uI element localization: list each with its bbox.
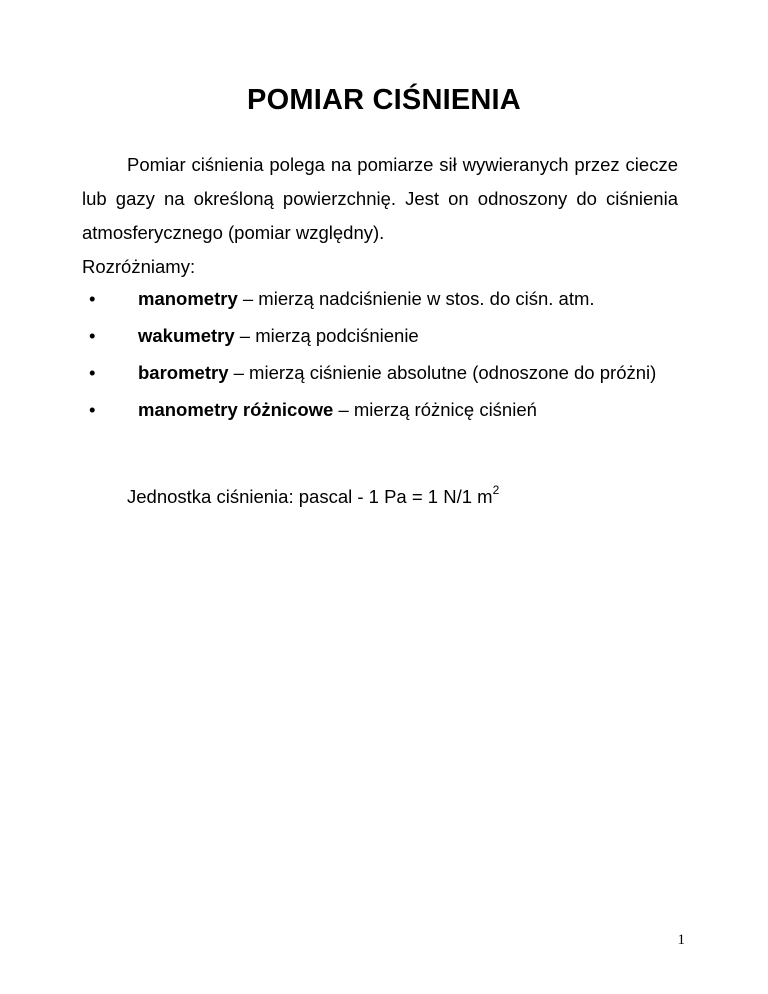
page-number: 1 <box>677 932 685 948</box>
list-item <box>82 319 678 353</box>
page-title: POMIAR CIŚNIENIA <box>247 84 521 116</box>
bullet-icon: • <box>89 362 96 383</box>
list-item-term: manometry różnicowe <box>138 399 334 420</box>
bullet-icon: • <box>89 399 96 420</box>
bullet-icon: • <box>89 325 96 346</box>
list-item <box>82 282 678 316</box>
unit-text: Jednostka ciśnienia: pascal - 1 Pa = 1 N/1 m <box>127 486 493 507</box>
intro-paragraph: Pomiar ciśnienia polega na pomiarze sił wywieranych przez ciecze lub gazy na określoną powierzchnię. Jest on odnoszony do ciśnienia atmosferycznego (pomiar względny). <box>82 154 678 243</box>
list-item-description: – mierzą podciśnienie <box>234 325 419 346</box>
unit-definition <box>82 480 723 514</box>
list-item-description: – mierzą nadciśnienie w stos. do ciśn. atm. <box>237 288 595 309</box>
list-item <box>82 356 678 390</box>
unit-exponent: 2 <box>492 483 500 497</box>
list-item-term: wakumetry <box>138 325 235 346</box>
list-item-term: barometry <box>138 362 229 383</box>
list-intro: Rozróżniamy: <box>82 256 196 277</box>
list-item <box>82 393 678 427</box>
list-item-term: manometry <box>138 288 238 309</box>
bullet-icon: • <box>89 288 96 309</box>
instrument-list <box>82 282 678 430</box>
list-item-description: – mierzą ciśnienie absolutne (odnoszone do próżni) <box>228 362 657 383</box>
list-item-description: – mierzą różnicę ciśnień <box>333 399 537 420</box>
